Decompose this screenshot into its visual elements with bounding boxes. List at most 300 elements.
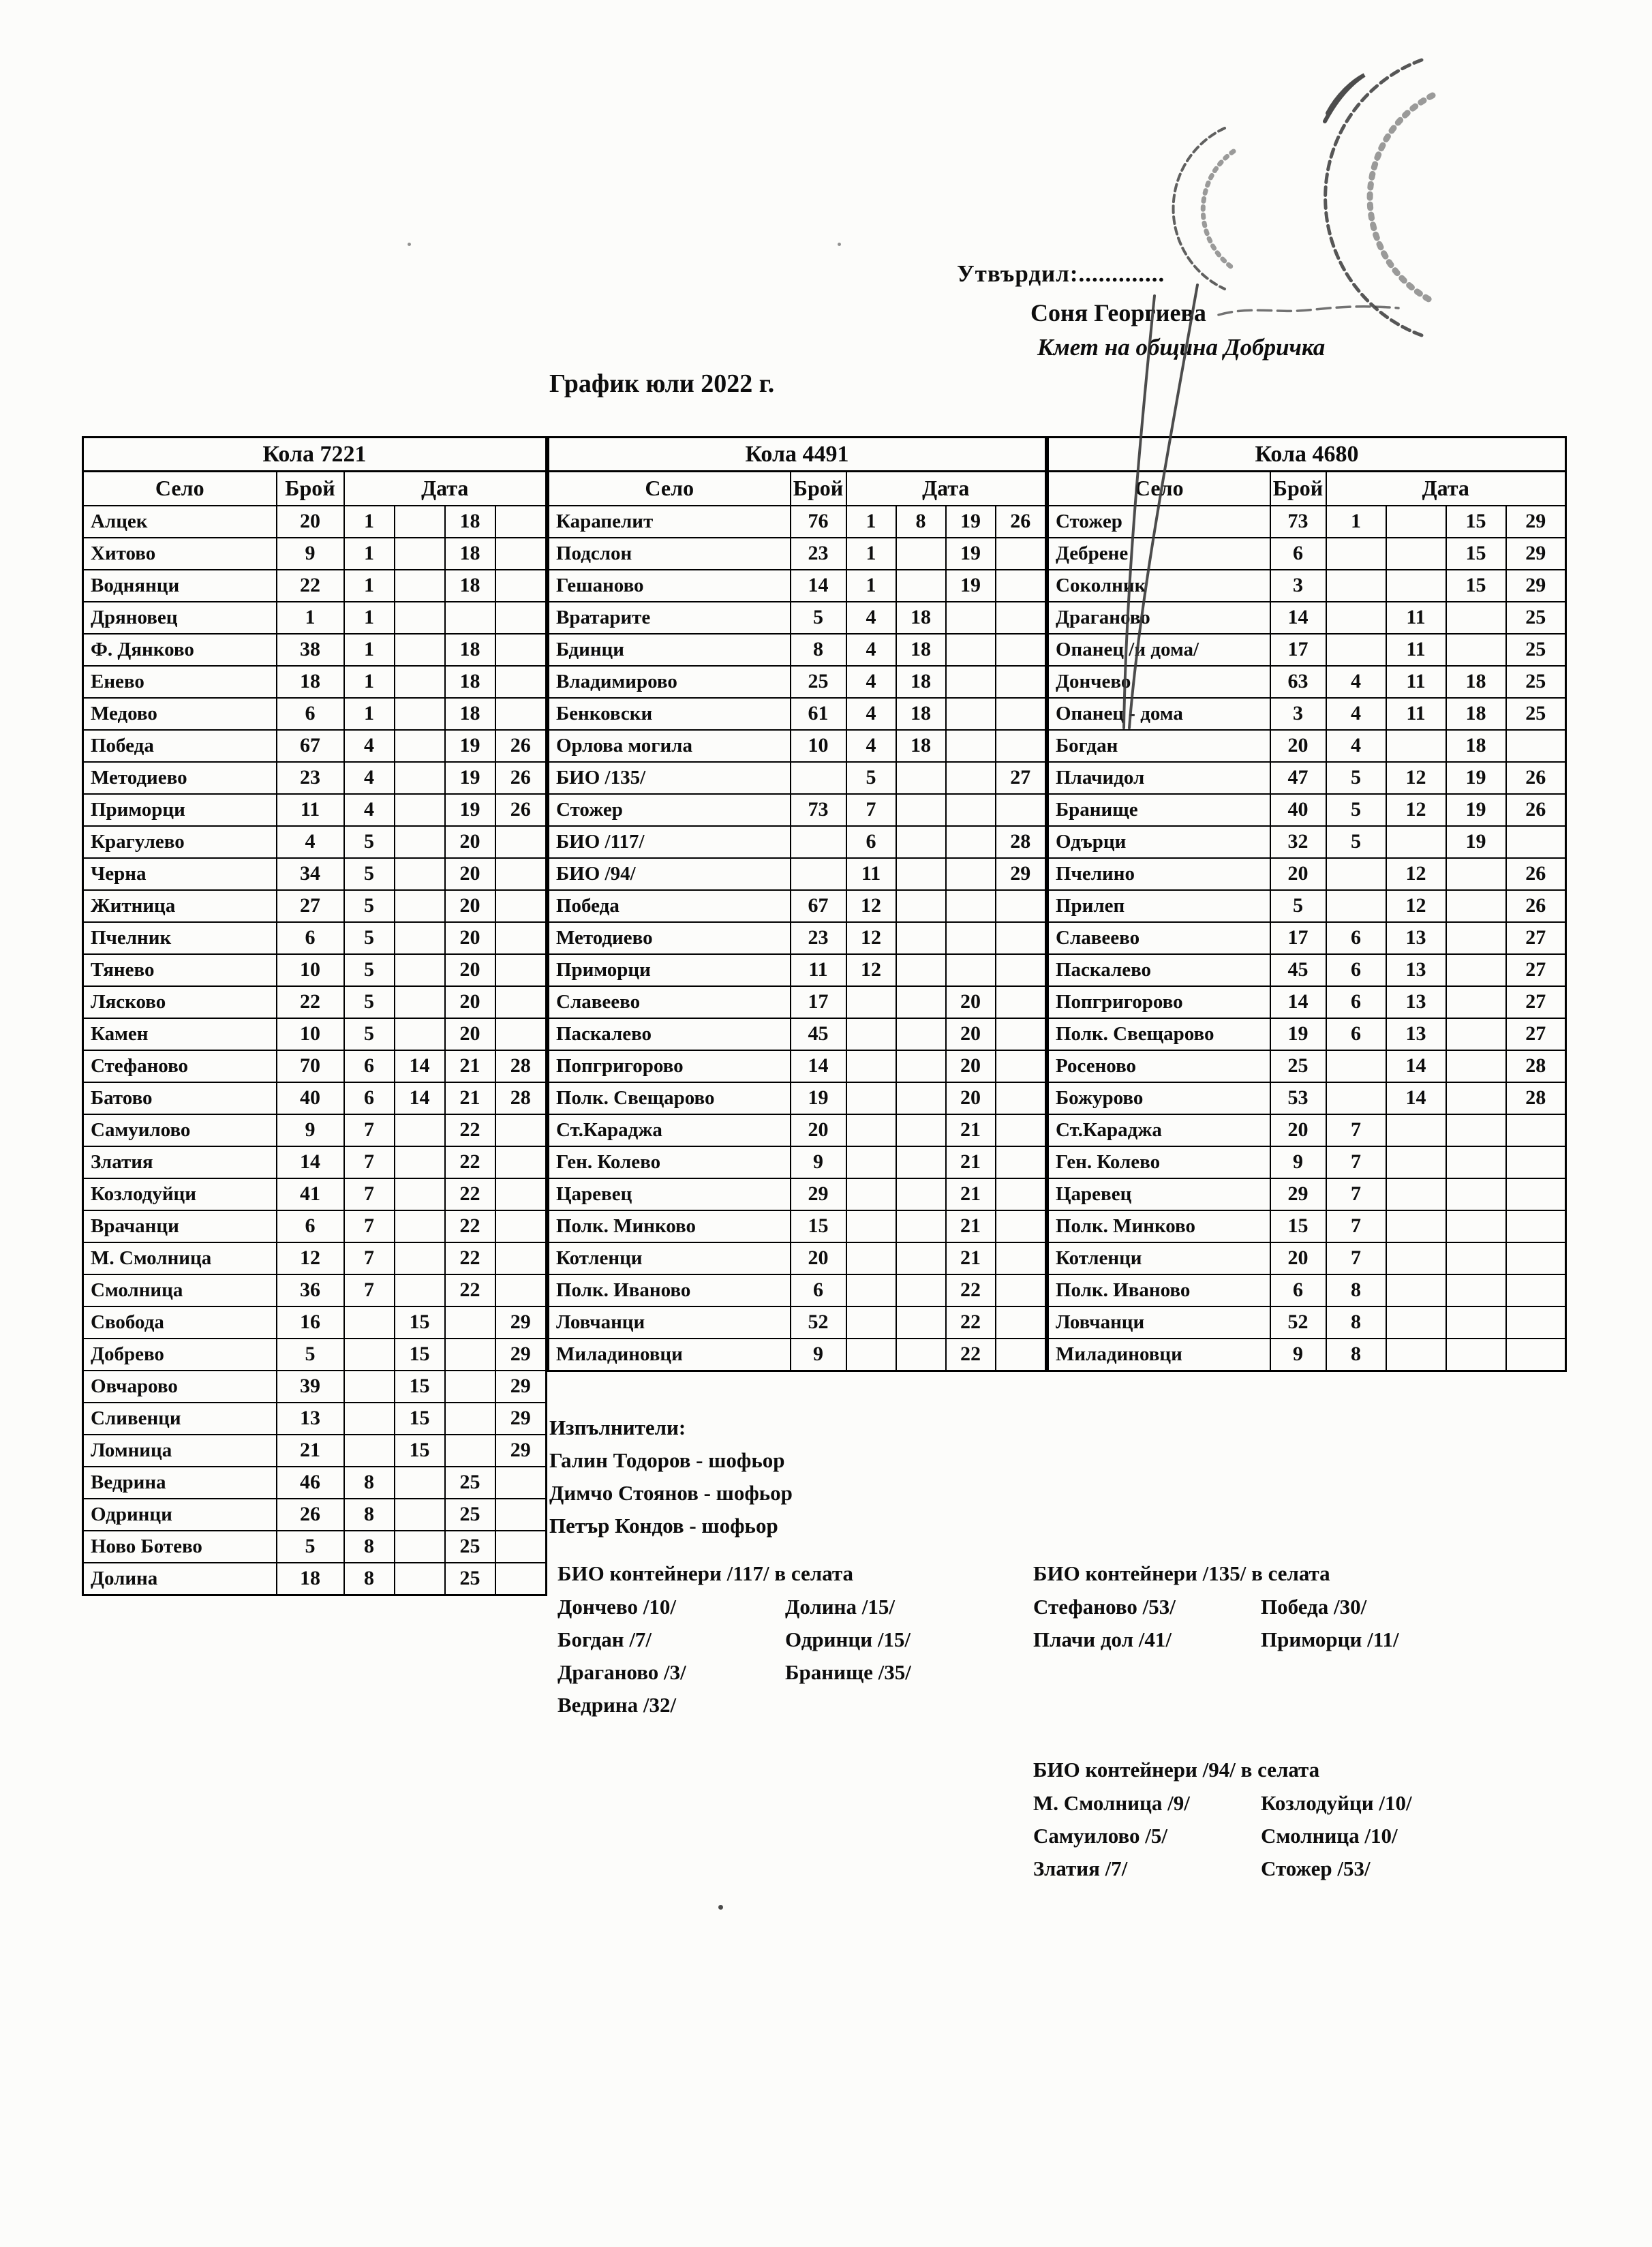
date-cell: 7 (344, 1274, 395, 1306)
date-cell (1326, 1082, 1386, 1114)
count-cell (791, 762, 846, 794)
approver-name: Соня Георгиева (1030, 299, 1206, 326)
date-cell: 29 (495, 1339, 547, 1371)
table-row (1048, 1114, 1566, 1146)
village-cell: Дряновец (83, 602, 277, 634)
date-cell (996, 986, 1046, 1018)
date-cell: 4 (846, 634, 896, 666)
date-cell: 1 (846, 506, 896, 538)
date-cell (445, 1435, 495, 1467)
date-cell (996, 1050, 1046, 1082)
village-cell: Лясково (83, 986, 277, 1018)
list-item: Самуилово /5/ (1033, 1824, 1167, 1848)
doc-title: График юли 2022 г. (549, 369, 775, 398)
date-cell: 7 (846, 794, 896, 826)
date-cell (395, 826, 445, 858)
table-row (1048, 922, 1566, 954)
date-cell (1506, 1210, 1566, 1242)
date-cell (395, 986, 445, 1018)
table-row (1048, 602, 1566, 634)
date-cell (996, 1339, 1046, 1371)
date-cell (1326, 1050, 1386, 1082)
date-cell: 1 (344, 570, 395, 602)
date-cell (395, 954, 445, 986)
date-cell (896, 1018, 946, 1050)
count-cell: 25 (1270, 1050, 1326, 1082)
date-cell (846, 1146, 896, 1178)
date-cell: 21 (445, 1082, 495, 1114)
date-cell (495, 602, 547, 634)
date-cell (1386, 1146, 1446, 1178)
table-row (83, 1499, 547, 1531)
date-cell (996, 954, 1046, 986)
village-cell: Сливенци (83, 1403, 277, 1435)
count-cell: 9 (1270, 1146, 1326, 1178)
date-cell: 12 (846, 890, 896, 922)
village-cell: Медово (83, 698, 277, 730)
village-cell: Свобода (83, 1306, 277, 1339)
date-cell (896, 1050, 946, 1082)
date-cell (1386, 570, 1446, 602)
village-cell: Пчелино (1048, 858, 1270, 890)
date-cell (395, 1018, 445, 1050)
date-cell: 1 (344, 634, 395, 666)
count-cell: 23 (791, 538, 846, 570)
col-village: Село (83, 472, 277, 506)
date-cell (946, 602, 996, 634)
date-cell: 6 (1326, 954, 1386, 986)
car-header-row (83, 438, 547, 472)
date-cell (896, 762, 946, 794)
village-cell: Смолница (83, 1274, 277, 1306)
date-cell (395, 1178, 445, 1210)
date-cell: 4 (846, 666, 896, 698)
date-cell: 29 (1506, 506, 1566, 538)
list-item: Димчо Стоянов - шофьор (549, 1481, 793, 1505)
table-row (83, 826, 547, 858)
table-row (549, 634, 1046, 666)
table-row (83, 1178, 547, 1210)
date-cell: 27 (1506, 922, 1566, 954)
table-row (1048, 1210, 1566, 1242)
date-cell: 5 (344, 922, 395, 954)
count-cell: 9 (791, 1339, 846, 1371)
table-row (83, 1114, 547, 1146)
date-cell (1446, 1242, 1506, 1274)
table-row (1048, 762, 1566, 794)
table-row (549, 730, 1046, 762)
village-cell: Полк. Минково (1048, 1210, 1270, 1242)
date-cell (395, 602, 445, 634)
date-cell (896, 858, 946, 890)
count-cell: 76 (791, 506, 846, 538)
date-cell (495, 1531, 547, 1563)
date-cell (896, 1146, 946, 1178)
village-cell: Полк. Иваново (1048, 1274, 1270, 1306)
date-cell (896, 1210, 946, 1242)
village-cell: Хитово (83, 538, 277, 570)
date-cell (946, 634, 996, 666)
date-cell: 8 (344, 1563, 395, 1595)
date-cell: 20 (445, 826, 495, 858)
date-cell (1506, 1274, 1566, 1306)
date-cell (1326, 858, 1386, 890)
date-cell: 29 (996, 858, 1046, 890)
date-cell (846, 1114, 896, 1146)
date-cell: 12 (846, 922, 896, 954)
date-cell: 27 (1506, 986, 1566, 1018)
date-cell (996, 1114, 1046, 1146)
count-cell: 63 (1270, 666, 1326, 698)
village-cell: Победа (549, 890, 791, 922)
date-cell: 29 (1506, 538, 1566, 570)
date-cell (996, 602, 1046, 634)
date-cell: 5 (344, 890, 395, 922)
village-cell: Бранище (1048, 794, 1270, 826)
date-cell (445, 602, 495, 634)
approval-label: Утвърдил:............. (957, 260, 1165, 287)
table-row (1048, 858, 1566, 890)
count-cell: 29 (791, 1178, 846, 1210)
date-cell: 5 (1326, 762, 1386, 794)
date-cell: 19 (1446, 826, 1506, 858)
list-item: Стожер /53/ (1261, 1856, 1371, 1880)
date-cell: 25 (1506, 602, 1566, 634)
date-cell: 7 (344, 1114, 395, 1146)
table-row (1048, 666, 1566, 698)
date-cell (495, 1242, 547, 1274)
col-date: Дата (846, 472, 1046, 506)
date-cell (395, 1563, 445, 1595)
table-row (1048, 1050, 1566, 1082)
table-row (1048, 570, 1566, 602)
bio-heading: БИО контейнери /135/ в селата (1033, 1561, 1330, 1585)
date-cell: 8 (344, 1467, 395, 1499)
date-cell: 6 (1326, 1018, 1386, 1050)
list-item: Одринци /15/ (785, 1627, 911, 1651)
table-row (83, 954, 547, 986)
count-cell: 17 (1270, 922, 1326, 954)
col-count: Брой (277, 472, 344, 506)
date-cell: 19 (445, 762, 495, 794)
date-cell (395, 1499, 445, 1531)
count-cell: 19 (791, 1082, 846, 1114)
count-cell: 17 (791, 986, 846, 1018)
table-row (83, 794, 547, 826)
date-cell: 22 (445, 1146, 495, 1178)
count-cell: 5 (277, 1339, 344, 1371)
list-item: Долина /15/ (785, 1595, 896, 1619)
date-cell (1446, 634, 1506, 666)
count-cell: 14 (791, 1050, 846, 1082)
village-cell: Енево (83, 666, 277, 698)
village-cell: Методиево (549, 922, 791, 954)
count-cell: 20 (791, 1114, 846, 1146)
date-cell (1446, 1050, 1506, 1082)
date-cell (1446, 922, 1506, 954)
table-row (549, 1242, 1046, 1274)
date-cell (846, 1274, 896, 1306)
date-cell (395, 890, 445, 922)
count-cell: 13 (277, 1403, 344, 1435)
count-cell: 46 (277, 1467, 344, 1499)
date-cell: 22 (445, 1178, 495, 1210)
village-cell: Котленци (1048, 1242, 1270, 1274)
count-cell: 14 (1270, 602, 1326, 634)
date-cell: 21 (946, 1178, 996, 1210)
date-cell (996, 1274, 1046, 1306)
count-cell: 10 (277, 954, 344, 986)
date-cell: 18 (445, 538, 495, 570)
date-cell (395, 730, 445, 762)
date-cell: 5 (344, 954, 395, 986)
table-row (1048, 1178, 1566, 1210)
date-cell: 1 (846, 538, 896, 570)
date-cell: 21 (946, 1242, 996, 1274)
date-cell: 13 (1386, 922, 1446, 954)
date-cell: 25 (445, 1531, 495, 1563)
date-cell: 15 (395, 1435, 445, 1467)
date-cell (395, 922, 445, 954)
date-cell: 15 (395, 1371, 445, 1403)
bio-heading: БИО контейнери /117/ в селата (557, 1561, 853, 1585)
date-cell: 22 (946, 1306, 996, 1339)
date-cell: 5 (344, 1018, 395, 1050)
date-cell: 5 (846, 762, 896, 794)
date-cell (996, 634, 1046, 666)
count-cell: 6 (791, 1274, 846, 1306)
date-cell (896, 826, 946, 858)
date-cell (495, 858, 547, 890)
table-row (1048, 826, 1566, 858)
village-cell: Орлова могила (549, 730, 791, 762)
table-row (549, 922, 1046, 954)
car-title: Кола 4680 (1048, 438, 1566, 472)
date-cell (946, 826, 996, 858)
date-cell (495, 506, 547, 538)
date-cell: 12 (846, 954, 896, 986)
date-cell (996, 570, 1046, 602)
count-cell: 22 (277, 570, 344, 602)
date-cell: 4 (344, 730, 395, 762)
date-cell: 19 (946, 506, 996, 538)
date-cell: 26 (495, 794, 547, 826)
date-cell: 18 (445, 570, 495, 602)
date-cell (395, 1274, 445, 1306)
date-cell: 11 (1386, 666, 1446, 698)
date-cell: 4 (846, 698, 896, 730)
date-cell (495, 1018, 547, 1050)
date-cell: 7 (1326, 1114, 1386, 1146)
date-cell: 11 (1386, 634, 1446, 666)
village-cell: Одринци (83, 1499, 277, 1531)
date-cell (1506, 1114, 1566, 1146)
date-cell (846, 1339, 896, 1371)
table-row (83, 1274, 547, 1306)
date-cell (395, 1531, 445, 1563)
list-item: Дончево /10/ (557, 1595, 676, 1619)
date-cell: 12 (1386, 890, 1446, 922)
date-cell: 14 (395, 1082, 445, 1114)
count-cell: 61 (791, 698, 846, 730)
date-cell: 7 (1326, 1242, 1386, 1274)
table-row (549, 762, 1046, 794)
column-header-row (549, 472, 1046, 506)
bio-heading: БИО контейнери /94/ в селата (1033, 1758, 1320, 1782)
village-cell: БИО /117/ (549, 826, 791, 858)
date-cell (1446, 1210, 1506, 1242)
schedule-table-kola-4680 (1047, 436, 1567, 1372)
count-cell: 32 (1270, 826, 1326, 858)
date-cell (996, 730, 1046, 762)
date-cell (896, 890, 946, 922)
village-cell: Ген. Колево (1048, 1146, 1270, 1178)
village-cell: Прилеп (1048, 890, 1270, 922)
village-cell: Крагулево (83, 826, 277, 858)
date-cell (896, 570, 946, 602)
date-cell (1326, 602, 1386, 634)
date-cell (846, 1306, 896, 1339)
stamp-left-arc-inner (1203, 151, 1234, 269)
date-cell (996, 698, 1046, 730)
date-cell (445, 1339, 495, 1371)
date-cell (996, 538, 1046, 570)
table-row (83, 666, 547, 698)
date-cell: 5 (344, 858, 395, 890)
village-cell: Попгригорово (1048, 986, 1270, 1018)
village-cell: Паскалево (1048, 954, 1270, 986)
village-cell: М. Смолница (83, 1242, 277, 1274)
date-cell (996, 1306, 1046, 1339)
bio-list-left (557, 1595, 785, 1726)
col-count: Брой (791, 472, 846, 506)
table-row (83, 762, 547, 794)
date-cell: 6 (344, 1050, 395, 1082)
date-cell (1446, 602, 1506, 634)
village-cell: Полк. Свещарово (549, 1082, 791, 1114)
date-cell (495, 698, 547, 730)
date-cell (1386, 730, 1446, 762)
count-cell: 70 (277, 1050, 344, 1082)
date-cell: 20 (445, 986, 495, 1018)
date-cell (1326, 634, 1386, 666)
date-cell: 8 (344, 1499, 395, 1531)
village-cell: Царевец (1048, 1178, 1270, 1210)
date-cell: 28 (495, 1050, 547, 1082)
date-cell (996, 1178, 1046, 1210)
date-cell (946, 954, 996, 986)
table-row (83, 986, 547, 1018)
list-item: Богдан /7/ (557, 1627, 652, 1651)
date-cell (996, 1210, 1046, 1242)
date-cell: 27 (1506, 954, 1566, 986)
list-item: Плачи дол /41/ (1033, 1627, 1172, 1651)
count-cell: 20 (277, 506, 344, 538)
village-cell: Карапелит (549, 506, 791, 538)
table-row (83, 1210, 547, 1242)
count-cell: 6 (1270, 1274, 1326, 1306)
count-cell: 6 (277, 922, 344, 954)
village-cell: Ловчанци (1048, 1306, 1270, 1339)
village-cell: Житница (83, 890, 277, 922)
table-row (1048, 1146, 1566, 1178)
table-row (1048, 1306, 1566, 1339)
village-cell: Драганово (1048, 602, 1270, 634)
table-row (83, 1467, 547, 1499)
date-cell: 20 (445, 1018, 495, 1050)
date-cell: 26 (1506, 762, 1566, 794)
date-cell: 7 (344, 1146, 395, 1178)
date-cell (996, 666, 1046, 698)
bio-list-right (1261, 1595, 1488, 1661)
table-row (549, 826, 1046, 858)
date-cell: 27 (1506, 1018, 1566, 1050)
list-item: Драганово /3/ (557, 1660, 686, 1684)
date-cell: 18 (896, 666, 946, 698)
date-cell (1386, 1274, 1446, 1306)
table-row (1048, 954, 1566, 986)
table-row (83, 1242, 547, 1274)
table-row (1048, 794, 1566, 826)
count-cell: 18 (277, 1563, 344, 1595)
count-cell: 1 (277, 602, 344, 634)
date-cell: 18 (1446, 730, 1506, 762)
count-cell: 15 (791, 1210, 846, 1242)
village-cell: Гешаново (549, 570, 791, 602)
date-cell (445, 1371, 495, 1403)
car-title: Кола 4491 (549, 438, 1046, 472)
date-cell: 18 (896, 634, 946, 666)
date-cell (946, 858, 996, 890)
list-item: Стефаново /53/ (1033, 1595, 1176, 1619)
date-cell (344, 1435, 395, 1467)
date-cell (395, 1210, 445, 1242)
date-cell: 22 (946, 1339, 996, 1371)
date-cell (395, 1114, 445, 1146)
date-cell: 6 (1326, 986, 1386, 1018)
count-cell: 15 (1270, 1210, 1326, 1242)
village-cell: Приморци (83, 794, 277, 826)
date-cell (896, 1274, 946, 1306)
date-cell (996, 922, 1046, 954)
date-cell (495, 1146, 547, 1178)
table-row (1048, 698, 1566, 730)
count-cell: 19 (1270, 1018, 1326, 1050)
count-cell: 47 (1270, 762, 1326, 794)
date-cell: 6 (344, 1082, 395, 1114)
date-cell: 19 (1446, 762, 1506, 794)
date-cell (896, 1114, 946, 1146)
date-cell (1386, 1178, 1446, 1210)
date-cell (495, 570, 547, 602)
table-row (549, 986, 1046, 1018)
village-cell: Владимирово (549, 666, 791, 698)
village-cell: Ново Ботево (83, 1531, 277, 1563)
village-cell: Стожер (1048, 506, 1270, 538)
village-cell: Златия (83, 1146, 277, 1178)
date-cell (1386, 506, 1446, 538)
date-cell (1386, 1210, 1446, 1242)
date-cell: 15 (1446, 570, 1506, 602)
village-cell: Одърци (1048, 826, 1270, 858)
village-cell: Черна (83, 858, 277, 890)
count-cell: 52 (1270, 1306, 1326, 1339)
date-cell: 20 (946, 1018, 996, 1050)
table-row (83, 1563, 547, 1595)
date-cell: 19 (445, 794, 495, 826)
date-cell: 18 (1446, 666, 1506, 698)
village-cell: Бенковски (549, 698, 791, 730)
